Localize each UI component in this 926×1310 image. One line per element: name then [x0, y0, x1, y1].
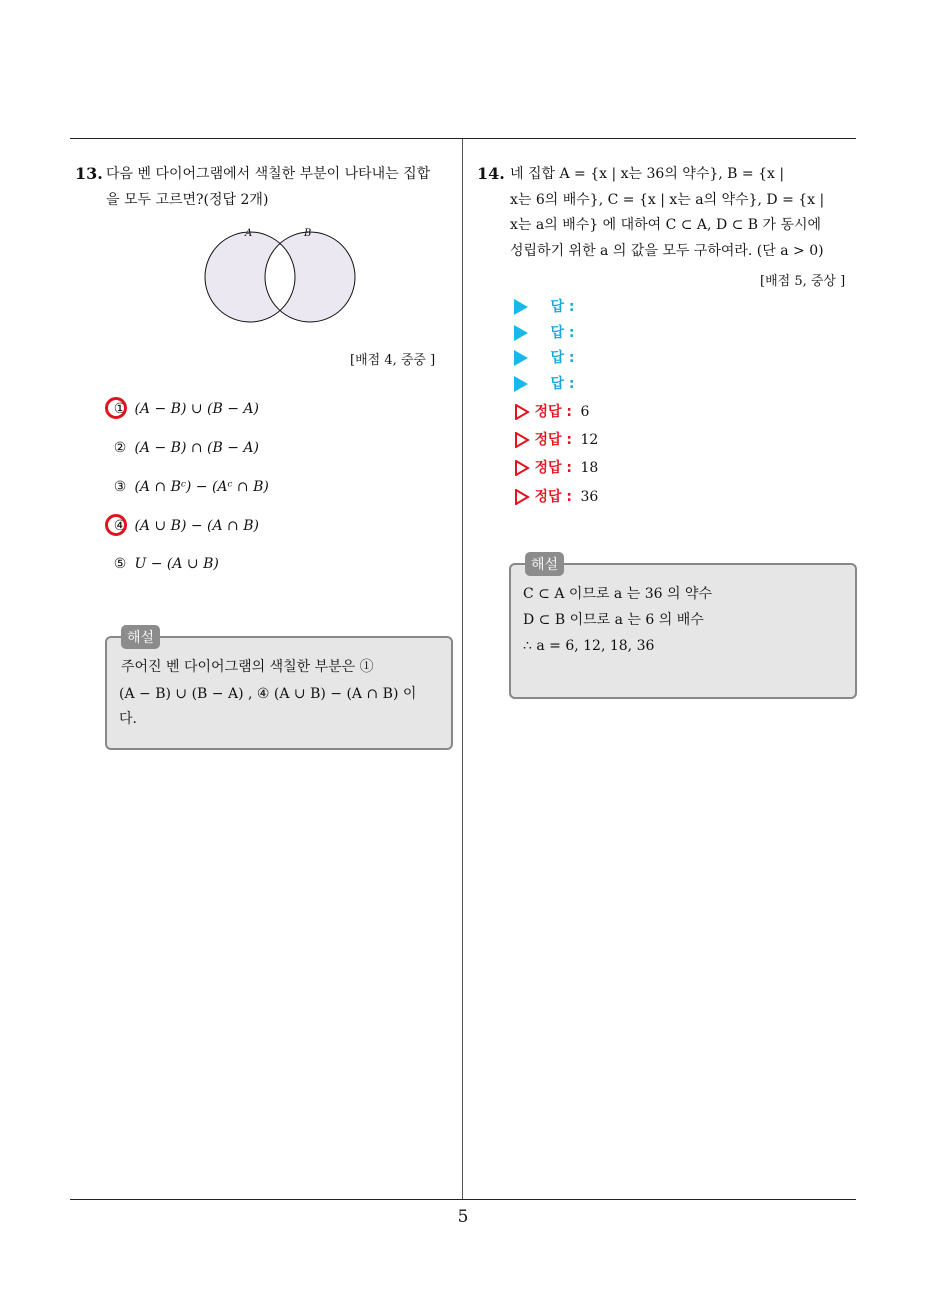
bottom-rule [70, 1199, 856, 1200]
choice-3-mark: ③ [113, 479, 127, 495]
play-arrow-icon [514, 299, 528, 315]
answer-label: 답 : [550, 350, 575, 366]
q14-solution-line3: ∴ a = 6, 12, 18, 36 [523, 638, 655, 654]
correct-answer-3 [514, 457, 598, 479]
q13-solution-line2: (A − B) ∪ (B − A) , ④ (A ∪ B) − (A ∩ B) 이 [119, 686, 417, 702]
q14-line3: x는 a의 배수} 에 대하여 C ⊂ A, D ⊂ B 가 동시에 [510, 217, 822, 233]
correct-value: 36 [580, 489, 599, 505]
triangle-outline-icon [514, 432, 530, 448]
choice-4[interactable] [110, 515, 259, 537]
choice-5-mark: ⑤ [113, 556, 127, 572]
answer-label: 답 : [550, 376, 575, 392]
column-divider [462, 139, 463, 1200]
selected-circle [105, 514, 127, 536]
solution-tag: 해설 [525, 552, 564, 576]
choice-1-text: (A − B) ∪ (B − A) [134, 401, 259, 417]
correct-answer-4 [514, 486, 598, 508]
q14-line1: 네 집합 A = {x | x는 36의 약수}, B = {x | [510, 166, 785, 182]
choice-4-mark: ④ [113, 518, 127, 534]
q14-solution-box [509, 557, 857, 699]
q13-text-line1: 다음 벤 다이어그램에서 색칠한 부분이 나타내는 집합 [106, 166, 431, 182]
choice-1-mark: ① [113, 401, 127, 417]
choice-3-text: (A ∩ Bᶜ) − (Aᶜ ∩ B) [134, 479, 269, 495]
choice-2[interactable] [110, 437, 259, 459]
answer-blank-1[interactable] [514, 296, 574, 318]
selected-circle [105, 397, 127, 419]
q13-solution-line3: 다. [119, 711, 137, 727]
q13-text-line2: 을 모두 고르면?(정답 2개) [106, 192, 269, 208]
q13-solution-line1: 주어진 벤 다이어그램의 색칠한 부분은 ① [121, 659, 374, 675]
correct-label: 정답 : [534, 460, 572, 476]
choice-5-text: U − (A ∪ B) [134, 556, 219, 572]
correct-label: 정답 : [534, 489, 572, 505]
triangle-outline-icon [514, 404, 530, 420]
correct-answer-2 [514, 429, 598, 451]
venn-label-b: B [304, 228, 312, 239]
choice-3[interactable] [110, 476, 269, 498]
solution-tag: 해설 [121, 625, 160, 649]
answer-blank-3[interactable] [514, 347, 574, 369]
q13-number: 13. [75, 164, 103, 183]
q14-solution-line2: D ⊂ B 이므로 a 는 6 의 배수 [523, 612, 704, 628]
choice-2-mark: ② [113, 440, 127, 456]
q14-solution-line1: C ⊂ A 이므로 a 는 36 의 약수 [523, 586, 712, 602]
page-number: 5 [457, 1207, 469, 1227]
answer-blank-2[interactable] [514, 322, 574, 344]
correct-label: 정답 : [534, 432, 572, 448]
correct-label: 정답 : [534, 404, 572, 420]
venn-label-a: A [245, 228, 253, 239]
correct-answer-1 [514, 401, 589, 423]
q14-number: 14. [477, 164, 505, 183]
correct-value: 18 [580, 460, 599, 476]
answer-label: 답 : [550, 325, 575, 341]
q14-line4: 성립하기 위한 a 의 값을 모두 구하여라. (단 a > 0) [510, 243, 824, 259]
choice-5[interactable] [110, 553, 219, 575]
correct-value: 12 [580, 432, 599, 448]
choice-4-text: (A ∪ B) − (A ∩ B) [134, 518, 259, 534]
top-rule [70, 138, 856, 139]
venn-diagram [195, 222, 365, 332]
choice-2-text: (A − B) ∩ (B − A) [134, 440, 259, 456]
play-arrow-icon [514, 325, 528, 341]
q14-score: [배점 5, 중상 ] [760, 274, 846, 289]
correct-value: 6 [580, 404, 590, 420]
answer-label: 답 : [550, 299, 575, 315]
choice-1[interactable] [110, 398, 259, 420]
q13-solution-box [105, 630, 453, 750]
answer-blank-4[interactable] [514, 373, 574, 395]
q13-score: [배점 4, 중중 ] [350, 353, 436, 368]
q14-line2: x는 6의 배수}, C = {x | x는 a의 약수}, D = {x | [510, 192, 825, 208]
play-arrow-icon [514, 376, 528, 392]
play-arrow-icon [514, 350, 528, 366]
triangle-outline-icon [514, 460, 530, 476]
triangle-outline-icon [514, 489, 530, 505]
